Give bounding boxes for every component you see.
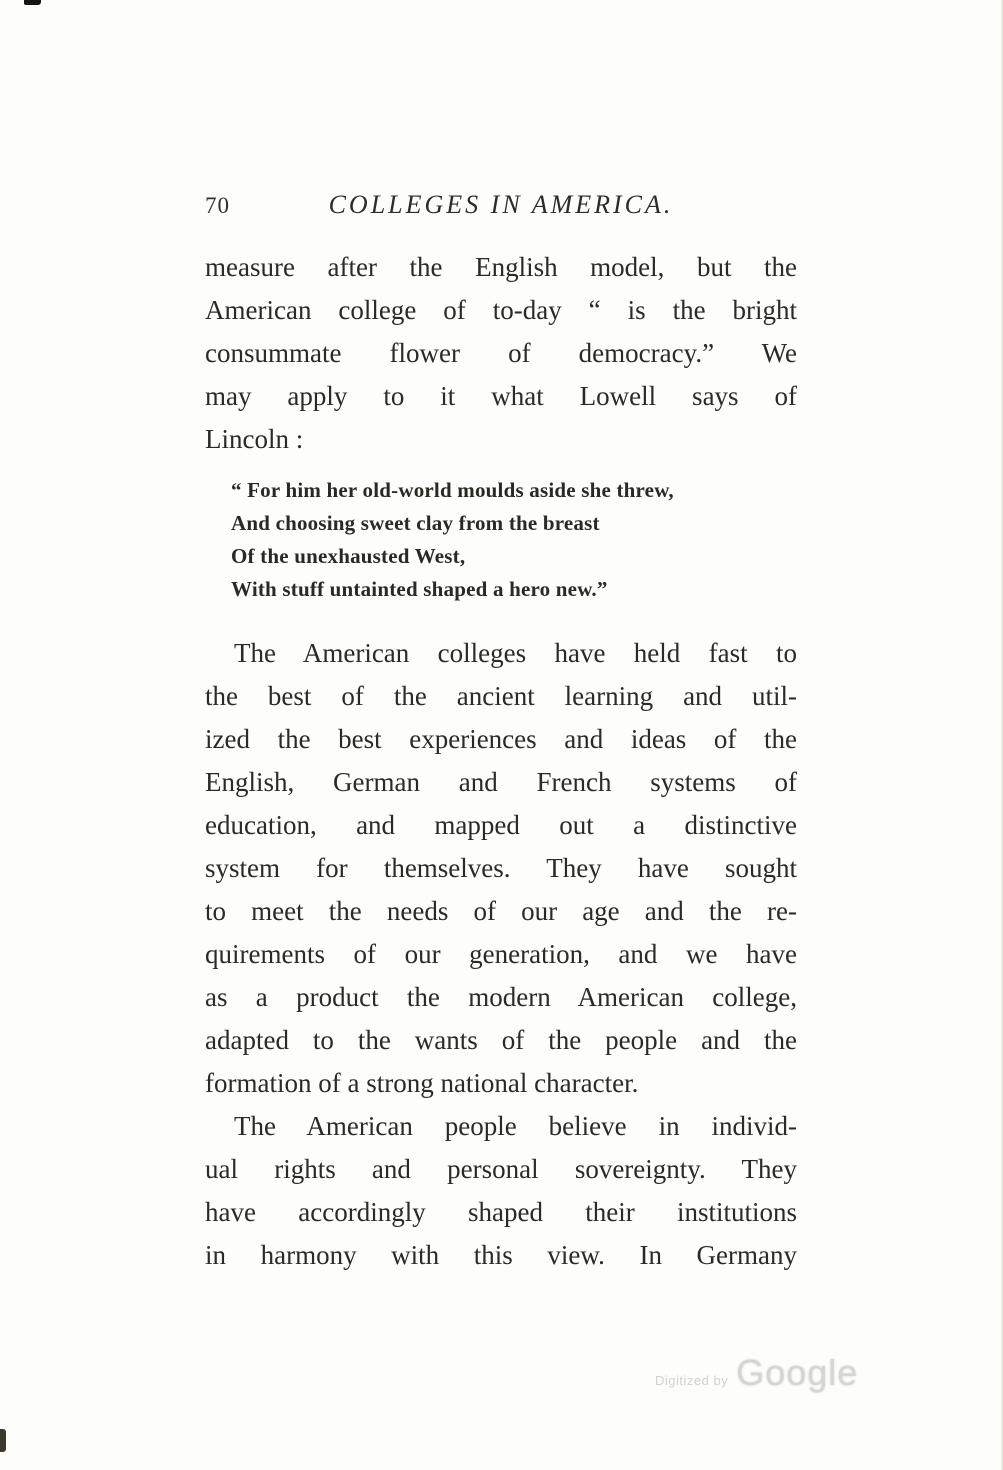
text-line: The American colleges have held fast to bbox=[234, 638, 797, 668]
google-watermark bbox=[655, 1352, 858, 1394]
running-title: COLLEGES IN AMERICA. bbox=[328, 190, 674, 219]
text-line: may apply to it what Lowell says of bbox=[205, 381, 797, 411]
text-line: have accordingly shaped their institutions bbox=[205, 1197, 797, 1227]
text-line: adapted to the wants of the people and the bbox=[205, 1025, 797, 1055]
paragraph-american-people bbox=[205, 1105, 797, 1277]
text-line: the best of the ancient learning and util- bbox=[205, 681, 797, 711]
body-text-block bbox=[205, 632, 797, 1277]
text-line: English, German and French systems of bbox=[205, 767, 797, 797]
scan-artifact bbox=[24, 0, 41, 5]
text-line: education, and mapped out a distinctive bbox=[205, 810, 797, 840]
text-line: And choosing sweet clay from the breast bbox=[231, 511, 600, 535]
poem-quote bbox=[231, 474, 797, 606]
text-line: measure after the English model, but the bbox=[205, 252, 797, 282]
text-line: system for themselves. They have sought bbox=[205, 853, 797, 883]
text-line: ual rights and personal sovereignty. They bbox=[205, 1154, 797, 1184]
text-line: With stuff untainted shaped a hero new.” bbox=[231, 577, 608, 601]
text-line: American college of to-day “ is the bright bbox=[205, 295, 797, 325]
text-line: “ For him her old-world moulds aside she threw, bbox=[231, 478, 674, 502]
scan-artifact bbox=[0, 1429, 6, 1452]
text-line: formation of a strong national character. bbox=[205, 1068, 639, 1098]
running-header bbox=[205, 190, 797, 220]
watermark-google: Google bbox=[736, 1352, 859, 1393]
page-number: 70 bbox=[205, 193, 230, 218]
paragraph-american-colleges bbox=[205, 632, 797, 1105]
text-line: in harmony with this view. In Germany bbox=[205, 1240, 797, 1270]
text-line: consummate flower of democracy.” We bbox=[205, 338, 797, 368]
watermark-prefix: Digitized by bbox=[655, 1373, 729, 1388]
text-line: quirements of our generation, and we have bbox=[205, 939, 797, 969]
text-line: Of the unexhausted West, bbox=[231, 544, 466, 568]
text-line: The American people believe in individ- bbox=[234, 1111, 797, 1141]
paragraph-opening bbox=[205, 246, 797, 461]
text-line: to meet the needs of our age and the re- bbox=[205, 896, 797, 926]
text-line: Lincoln : bbox=[205, 424, 304, 454]
text-line: as a product the modern American college, bbox=[205, 982, 797, 1012]
text-line: ized the best experiences and ideas of the bbox=[205, 724, 797, 754]
